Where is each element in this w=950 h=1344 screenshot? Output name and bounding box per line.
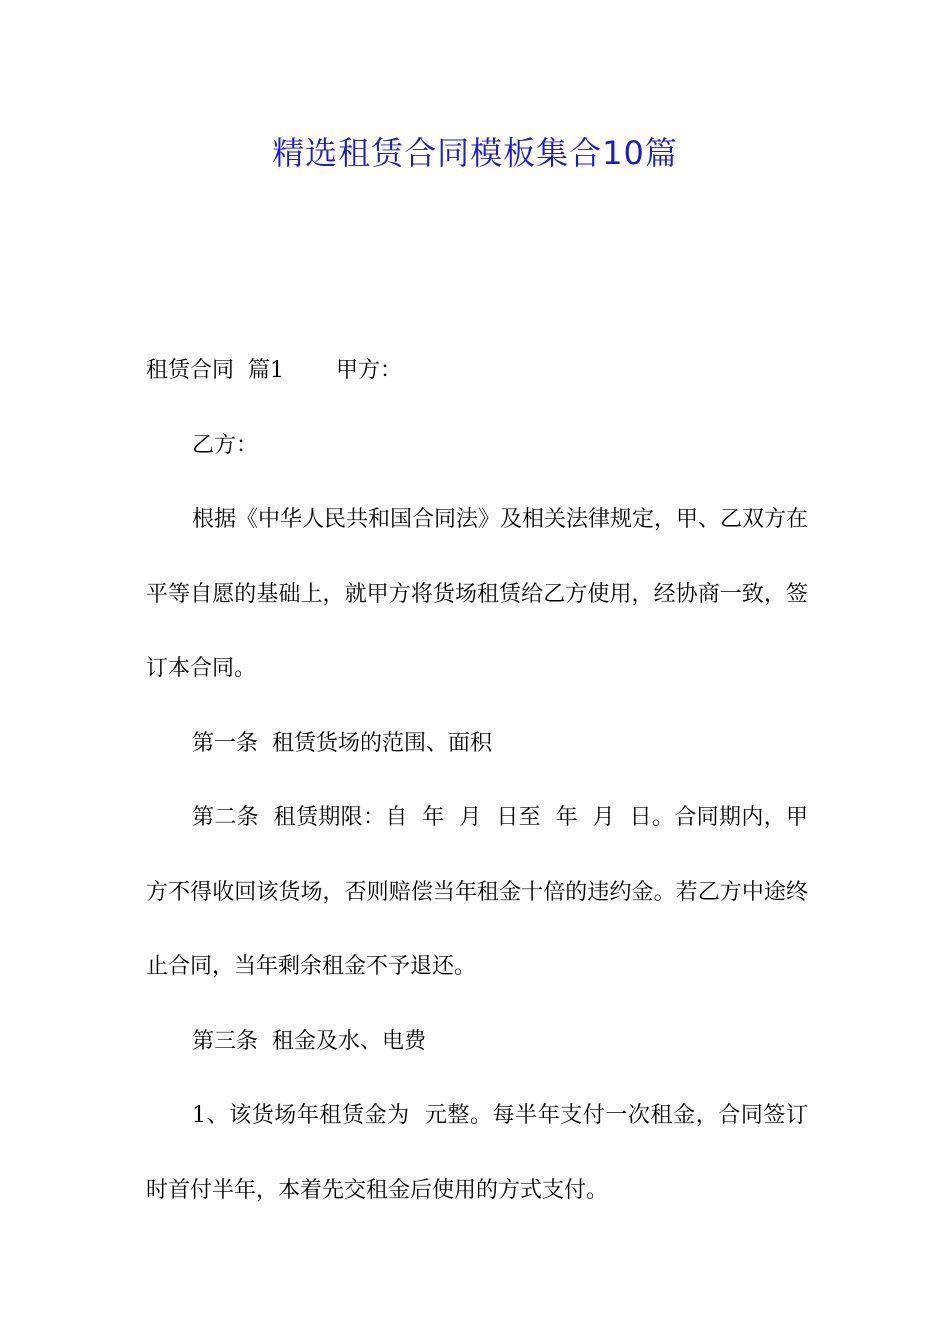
first-line — [146, 334, 808, 409]
article-1-heading: 第一条 租赁货场的范围、面积 — [192, 730, 492, 756]
document-body — [146, 334, 808, 1228]
document-title: 精选租赁合同模板集合10篇 — [272, 134, 678, 172]
section-heading: 租赁合同 篇1 — [146, 358, 284, 383]
article-3-heading: 第三条 租金及水、电费 — [192, 1028, 426, 1054]
party-b-label: 乙方： — [192, 432, 259, 458]
article-2-paragraph: 第二条 租赁期限：自 年 月 日至 年 月 日。合同期内，甲方不得收回该货场，否则赔偿当年租金十倍的违约金。若乙方中途终止合同，当年剩余租金不予退还。 — [146, 805, 808, 979]
paragraph-preamble: 根据《中华人民共和国合同法》及相关法律规定，甲、乙双方在平等自愿的基础上，就甲方将货场租赁给乙方使用，经协商一致，签订本合同。 — [146, 507, 809, 681]
party-a-label: 甲方： — [335, 358, 402, 383]
article-3-item-1: 1、该货场年租赁金为 元整。每半年支付一次租金，合同签订时首付半年，本着先交租金后使用的方式支付。 — [146, 1103, 808, 1203]
